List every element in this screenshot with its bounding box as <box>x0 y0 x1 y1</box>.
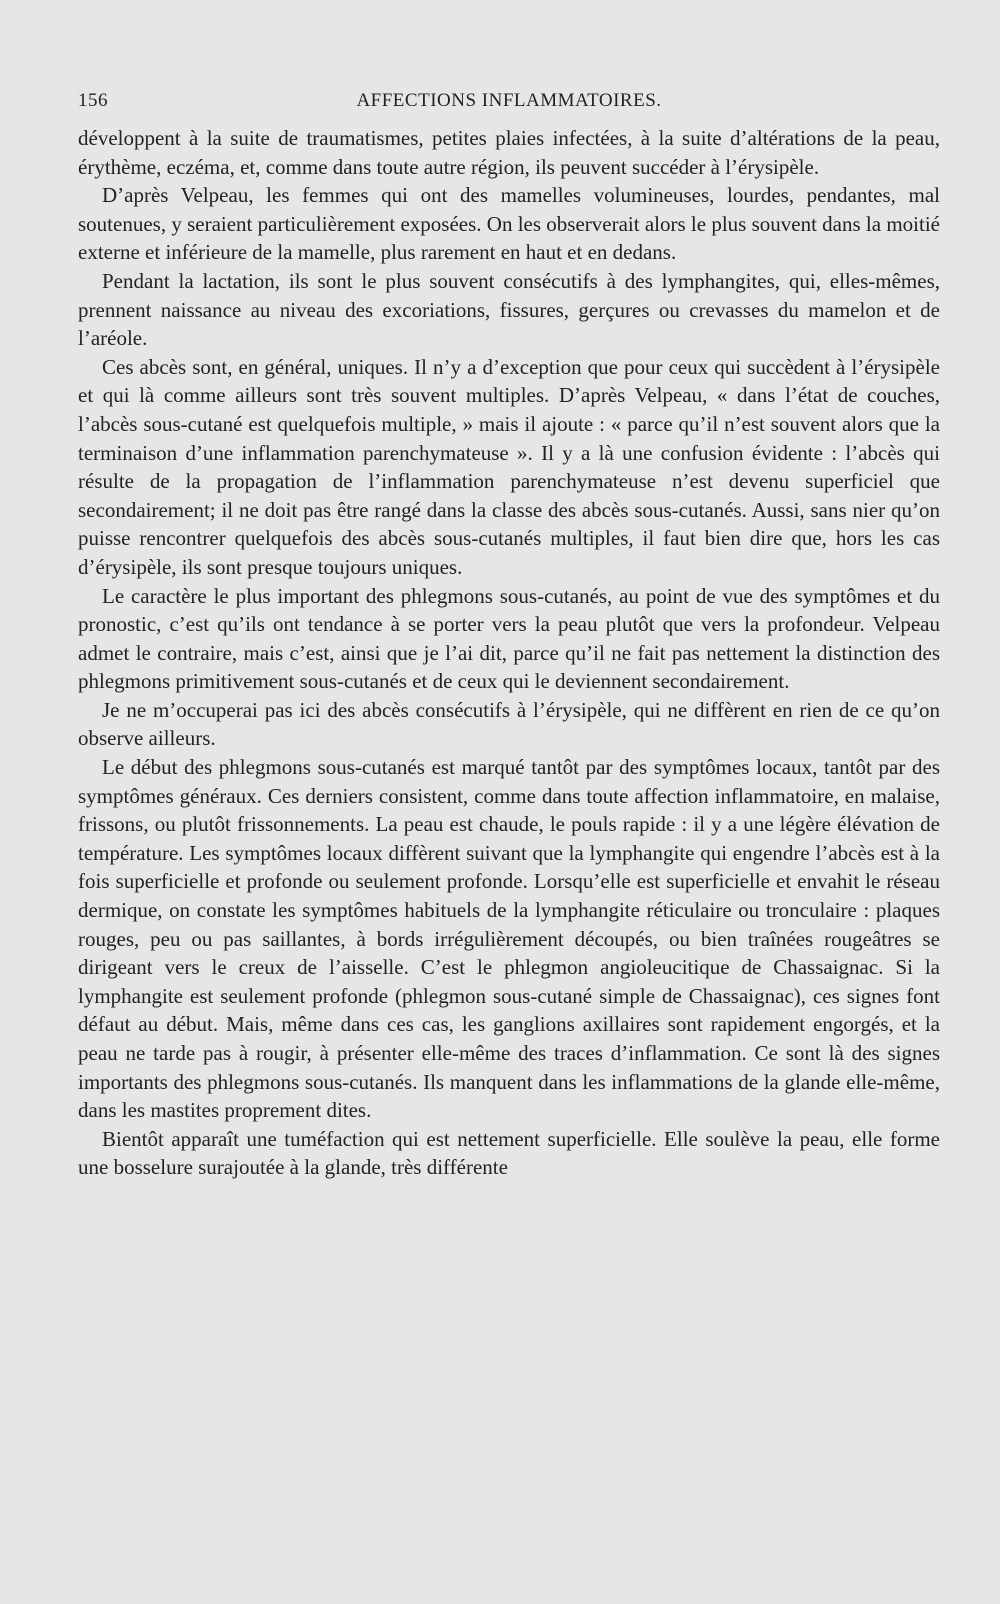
running-title: AFFECTIONS INFLAMMATOIRES. <box>356 90 662 111</box>
paragraph: Le caractère le plus important des phlegmons sous-cutanés, au point de vue des symptômes et du pronostic, c’est qu’ils ont tendance à se porter vers la peau plutôt que vers la profondeur. Velpeau admet le contraire, mais c’est, ainsi que je l’ai dit, parce qu’il ne fait pas nettement la distinction des phlegmons primitivement sous-cutanés et de ceux qui le deviennent secondairement. <box>78 583 940 694</box>
paragraph: Je ne m’occuperai pas ici des abcès consécutifs à l’érysipèle, qui ne diffèrent en rien de ce qu’on observe ailleurs. <box>78 697 940 751</box>
paragraph-continuation: développent à la suite de traumatismes, petites plaies infectées, à la suite d’altérations de la peau, érythème, eczéma, et, comme dans toute autre région, ils peuvent succéder à l’érysipèle. <box>78 126 940 179</box>
paragraph: Bientôt apparaît une tuméfaction qui est nettement superficielle. Elle soulève la peau, elle forme une bosselure surajoutée à la glande, très différente <box>78 1126 940 1180</box>
paragraph: D’après Velpeau, les femmes qui ont des mamelles volumineuses, lourdes, pendantes, mal soutenues, y seraient particulièrement exposées. On les observerait alors le plus souvent dans la moitié externe et inférieure de la mamelle, plus rarement en haut et en dedans. <box>78 183 940 265</box>
paragraph: Le début des phlegmons sous-cutanés est marqué tantôt par des symptômes locaux, tantôt par des symptômes généraux. Ces derniers consistent, comme dans toute affection inflammatoire, en malaise, frissons, ou plutôt frissonnements. La peau est chaude, le pouls rapide : il y a une légère élévation de température. Les symptômes locaux diffèrent suivant que la lymphangite qui engendre l’abcès est à la fois superficielle et profonde ou seulement profonde. Lorsqu’elle est superficielle et envahit le réseau dermique, on constate les symptômes habituels de la lymphangite réticulaire ou tronculaire : plaques rouges, peu ou pas saillantes, à bords irrégulièrement découpés, ou bien traînées rougeâtres se dirigeant vers le creux de l’aisselle. C’est le phlegmon angioleucitique de Chassaignac. Si la lymphangite est seulement profonde (phlegmon sous-cutané simple de Chassaignac), ces signes font défaut au début. Mais, même dans ces cas, les ganglions axillaires sont rapidement engorgés, et la peau ne tarde pas à rougir, à présenter elle-même des traces d’inflammation. Ce sont là des signes importants des phlegmons sous-cutanés. Ils manquent dans les inflammations de la glande elle-même, dans les mastites proprement dites. <box>78 755 940 1123</box>
running-head <box>78 90 940 120</box>
body-text <box>78 124 940 1182</box>
page-number: 156 <box>78 90 108 111</box>
paragraph: Pendant la lactation, ils sont le plus souvent consécutifs à des lymphangites, qui, elles-mêmes, prennent naissance au niveau des excoriations, fissures, gerçures ou crevasses du mamelon et de l’aréole. <box>78 268 940 351</box>
paragraph: Ces abcès sont, en général, uniques. Il n’y a d’exception que pour ceux qui succèdent à l’érysipèle et qui là comme ailleurs sont très souvent multiples. D’après Velpeau, « dans l’état de couches, l’abcès sous-cutané est quelquefois multiple, » mais il ajoute : « parce qu’il n’est souvent alors que la terminaison d’une inflammation parenchymateuse ». Il y a là une confusion évidente : l’abcès qui résulte de la propagation de l’inflammation parenchymateuse n’est devenu superficiel que secondairement; il ne doit pas être rangé dans la classe des abcès sous-cutanés. Aussi, sans nier qu’on puisse rencontrer quelquefois des abcès sous-cutanés multiples, il faut bien dire que, hors les cas d’érysipèle, ils sont presque toujours uniques. <box>78 354 940 579</box>
